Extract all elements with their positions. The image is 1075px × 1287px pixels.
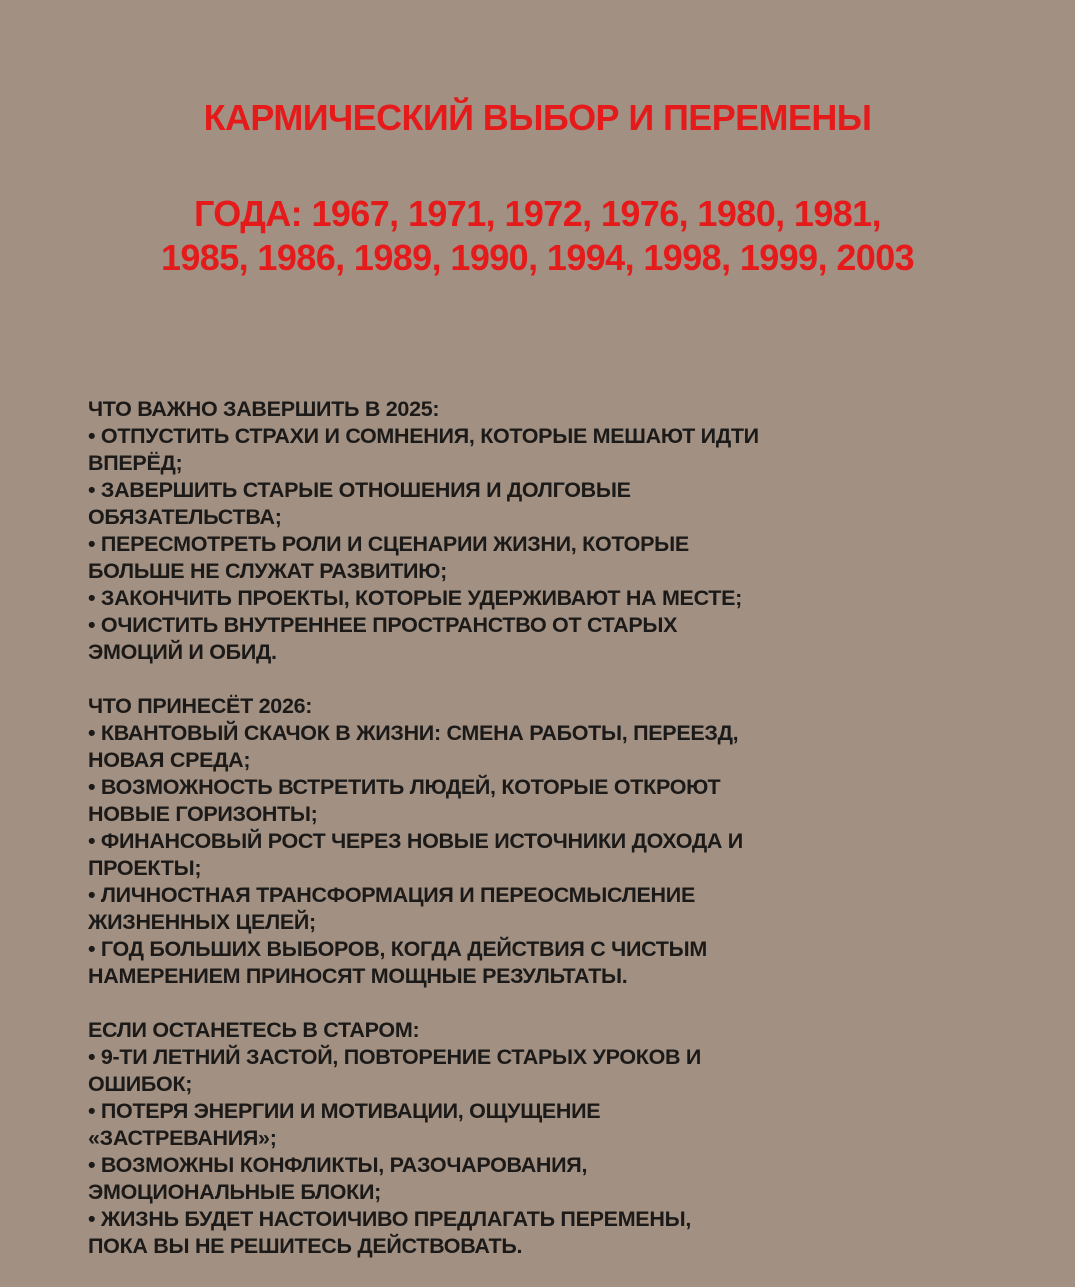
section-stay-in-old <box>88 1017 988 1260</box>
list-item: • ПЕРЕСМОТРЕТЬ РОЛИ И СЦЕНАРИИ ЖИЗНИ, КОТОРЫЕ <box>88 532 689 556</box>
list-item: НАМЕРЕНИЕМ ПРИНОСЯТ МОЩНЫЕ РЕЗУЛЬТАТЫ. <box>88 964 628 988</box>
list-item: • ВОЗМОЖНОСТЬ ВСТРЕТИТЬ ЛЮДЕЙ, КОТОРЫЕ ОТКРОЮТ <box>88 775 721 799</box>
list-item: • ПОТЕРЯ ЭНЕРГИИ И МОТИВАЦИИ, ОЩУЩЕНИЕ <box>88 1099 601 1123</box>
section-brings-2026 <box>88 693 988 990</box>
section-finish-2025 <box>88 396 988 666</box>
content-body <box>88 396 988 1287</box>
list-item: БОЛЬШЕ НЕ СЛУЖАТ РАЗВИТИЮ; <box>88 559 447 583</box>
list-item: ОБЯЗАТЕЛЬСТВА; <box>88 505 282 529</box>
list-item: • ЗАКОНЧИТЬ ПРОЕКТЫ, КОТОРЫЕ УДЕРЖИВАЮТ НА МЕСТЕ; <box>88 586 743 610</box>
list-item: ЭМОЦИОНАЛЬНЫЕ БЛОКИ; <box>88 1180 382 1204</box>
list-item: • КВАНТОВЫЙ СКАЧОК В ЖИЗНИ: СМЕНА РАБОТЫ, ПЕРЕЕЗД, <box>88 721 739 745</box>
list-item: • ЛИЧНОСТНАЯ ТРАНСФОРМАЦИЯ И ПЕРЕОСМЫСЛЕНИЕ <box>88 883 695 907</box>
list-item: НОВЫЕ ГОРИЗОНТЫ; <box>88 802 318 826</box>
list-item: ОШИБОК; <box>88 1072 193 1096</box>
list-item: «ЗАСТРЕВАНИЯ»; <box>88 1126 277 1150</box>
section-heading: ЕСЛИ ОСТАНЕТЕСЬ В СТАРОМ: <box>88 1018 420 1042</box>
list-item: • ОЧИСТИТЬ ВНУТРЕННЕЕ ПРОСТРАНСТВО ОТ СТАРЫХ <box>88 613 678 637</box>
years-line-1: ГОДА: 1967, 1971, 1972, 1976, 1980, 1981, <box>193 193 882 234</box>
list-item: ВПЕРЁД; <box>88 451 183 475</box>
list-item: ЖИЗНЕННЫХ ЦЕЛЕЙ; <box>88 910 316 934</box>
list-item: • 9-ТИ ЛЕТНИЙ ЗАСТОЙ, ПОВТОРЕНИЕ СТАРЫХ УРОКОВ И <box>88 1045 702 1069</box>
list-item: • ЗАВЕРШИТЬ СТАРЫЕ ОТНОШЕНИЯ И ДОЛГОВЫЕ <box>88 478 631 502</box>
list-item: • ФИНАНСОВЫЙ РОСТ ЧЕРЕЗ НОВЫЕ ИСТОЧНИКИ ДОХОДА И <box>88 829 743 853</box>
list-item: • ЖИЗНЬ БУДЕТ НАСТОИЧИВО ПРЕДЛАГАТЬ ПЕРЕМЕНЫ, <box>88 1207 691 1231</box>
list-item: НОВАЯ СРЕДА; <box>88 748 251 772</box>
list-item: ЭМОЦИЙ И ОБИД. <box>88 640 277 664</box>
list-item: • ВОЗМОЖНЫ КОНФЛИКТЫ, РАЗОЧАРОВАНИЯ, <box>88 1153 588 1177</box>
list-item: • ОТПУСТИТЬ СТРАХИ И СОМНЕНИЯ, КОТОРЫЕ МЕШАЮТ ИДТИ <box>88 424 759 448</box>
section-heading: ЧТО ВАЖНО ЗАВЕРШИТЬ В 2025: <box>88 397 440 421</box>
list-item: ПРОЕКТЫ; <box>88 856 202 880</box>
years-heading <box>0 192 1075 280</box>
list-item: ПОКА ВЫ НЕ РЕШИТЕСЬ ДЕЙСТВОВАТЬ. <box>88 1234 523 1258</box>
page-title: КАРМИЧЕСКИЙ ВЫБОР И ПЕРЕМЕНЫ <box>203 97 872 138</box>
list-item: • ГОД БОЛЬШИХ ВЫБОРОВ, КОГДА ДЕЙСТВИЯ С ЧИСТЫМ <box>88 937 707 961</box>
years-line-2: 1985, 1986, 1989, 1990, 1994, 1998, 1999, 2003 <box>160 237 915 278</box>
section-heading: ЧТО ПРИНЕСЁТ 2026: <box>88 694 313 718</box>
